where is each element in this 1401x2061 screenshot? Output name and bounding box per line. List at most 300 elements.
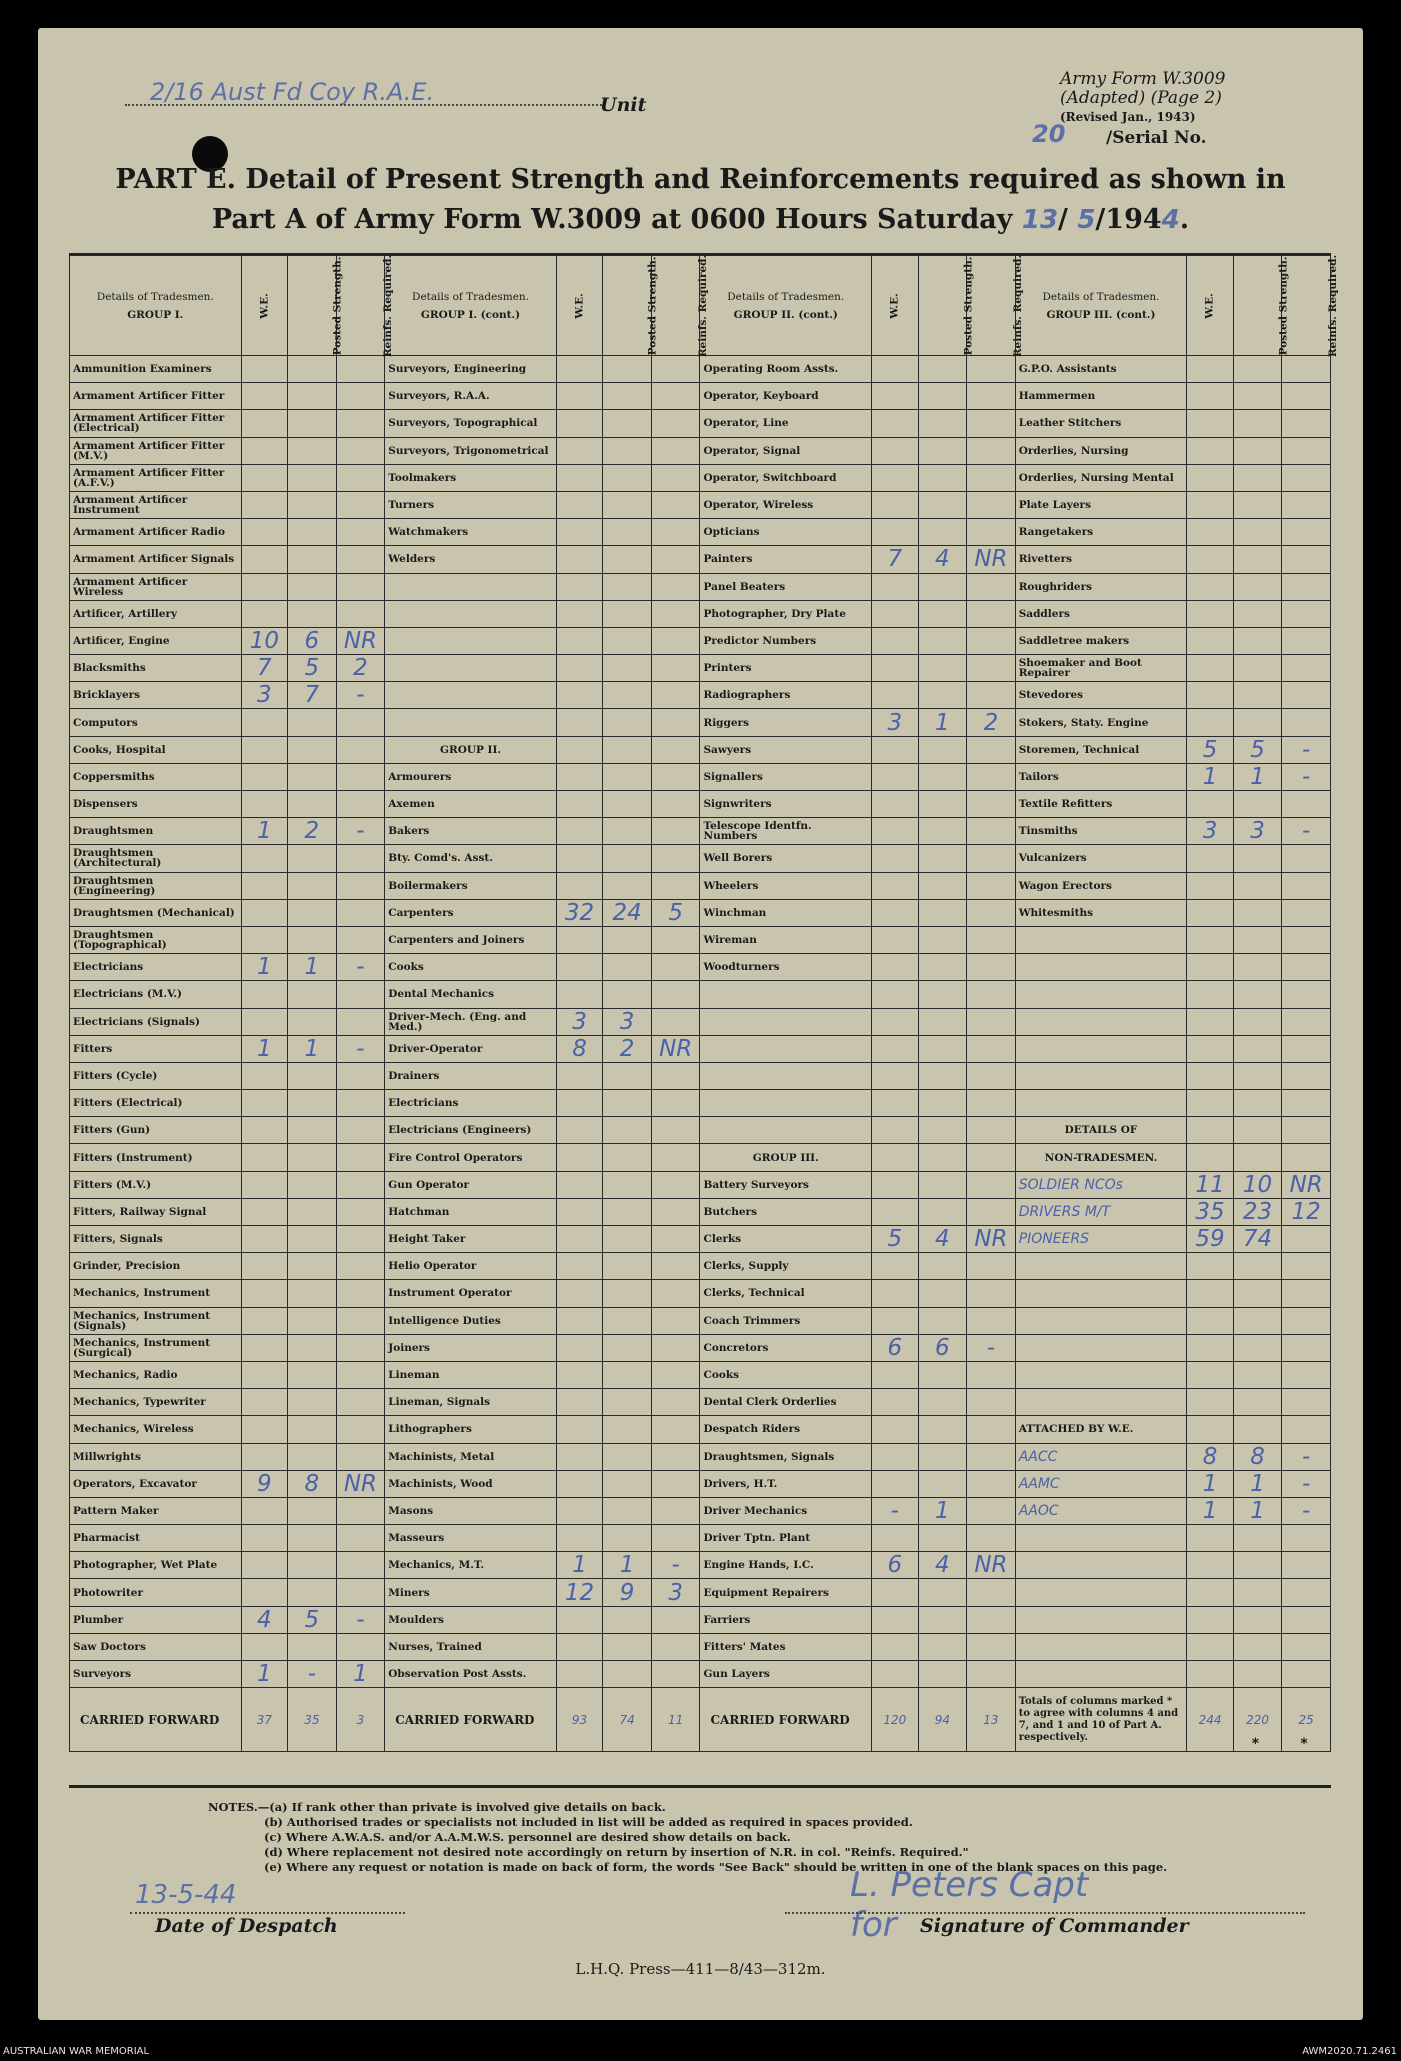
- trade-label: Gun Layers: [700, 1661, 872, 1688]
- trade-label: Woodturners: [700, 954, 872, 981]
- reinfs-value: [967, 1525, 1016, 1552]
- posted-value: [288, 1389, 337, 1416]
- reinfs-value: [336, 491, 385, 518]
- table-row: [70, 1144, 1331, 1171]
- trade-label: Hatchman: [385, 1198, 557, 1225]
- reinfs-value: 2: [967, 709, 1016, 736]
- reinfs-value: [1282, 1334, 1331, 1361]
- we-value: [241, 600, 288, 627]
- we-value: [1187, 981, 1234, 1008]
- posted-value: [1233, 1361, 1282, 1388]
- trade-label: Armament Artificer Fitter (Electrical): [70, 410, 242, 437]
- note-b: (b) Authorised trades or specialists not included in list will be added as required in spaces provided.: [264, 1815, 913, 1829]
- header-we: [1187, 256, 1234, 356]
- trade-label: [1015, 1361, 1187, 1388]
- table-row: [70, 600, 1331, 627]
- trade-label: [700, 1090, 872, 1117]
- reinfs-value: [336, 437, 385, 464]
- posted-value: [288, 1443, 337, 1470]
- we-value: [872, 926, 919, 953]
- posted-value: [918, 573, 967, 600]
- we-value: [1187, 383, 1234, 410]
- trade-label: Hammermen: [1015, 383, 1187, 410]
- posted-value: [918, 981, 967, 1008]
- reinfs-value: -: [1282, 736, 1331, 763]
- we-value: 32: [556, 899, 603, 926]
- we-value: [1187, 655, 1234, 682]
- posted-value: [288, 1497, 337, 1524]
- trade-label: Painters: [700, 546, 872, 573]
- we-value: [556, 1443, 603, 1470]
- posted-value: [288, 1525, 337, 1552]
- we-value: [556, 1389, 603, 1416]
- trade-label: Operator, Wireless: [700, 491, 872, 518]
- posted-value: [288, 1253, 337, 1280]
- trade-label: Machinists, Wood: [385, 1470, 557, 1497]
- trade-label: Miners: [385, 1579, 557, 1606]
- reinfs-value: [1282, 410, 1331, 437]
- posted-value: [603, 1253, 652, 1280]
- we-value: [872, 1606, 919, 1633]
- we-value: [1187, 600, 1234, 627]
- we-value: 3: [241, 682, 288, 709]
- trade-label: Mechanics, Instrument (Surgical): [70, 1334, 242, 1361]
- we-value: [556, 464, 603, 491]
- trade-label: Roughriders: [1015, 573, 1187, 600]
- trade-label: [385, 655, 557, 682]
- reinfs-value: [1282, 1117, 1331, 1144]
- we-value: [1187, 1117, 1234, 1144]
- posted-value: [918, 682, 967, 709]
- reinfs-value: [336, 1253, 385, 1280]
- reinfs-value: [967, 899, 1016, 926]
- reinfs-value: [1282, 1280, 1331, 1307]
- trade-label: Toolmakers: [385, 464, 557, 491]
- we-value: [1187, 1307, 1234, 1334]
- reinfs-value: [336, 763, 385, 790]
- reinfs-value: [651, 1606, 700, 1633]
- posted-value: [603, 1443, 652, 1470]
- reinfs-value: [1282, 899, 1331, 926]
- table-row: [70, 1661, 1331, 1688]
- reinfs-value: [967, 1661, 1016, 1688]
- trade-label: [1015, 926, 1187, 953]
- we-value: [872, 1253, 919, 1280]
- reinfs-value: [336, 464, 385, 491]
- trade-label: Grinder, Precision: [70, 1253, 242, 1280]
- we-value: [1187, 1606, 1234, 1633]
- trade-label: PIONEERS: [1015, 1226, 1187, 1253]
- table-row: [70, 818, 1331, 845]
- we-value: [872, 1525, 919, 1552]
- table-row: [70, 709, 1331, 736]
- reinfs-value: [336, 519, 385, 546]
- trade-label: Signallers: [700, 763, 872, 790]
- reinfs-value: [336, 899, 385, 926]
- form-reference: [1060, 70, 1225, 127]
- form-adapted: (Adapted) (Page 2): [1060, 88, 1222, 108]
- reinfs-value: [967, 1307, 1016, 1334]
- note-c: (c) Where A.W.A.S. and/or A.A.M.W.S. personnel are desired show details on back.: [264, 1830, 791, 1844]
- reinfs-value: [336, 1389, 385, 1416]
- trade-label: GROUP III.: [700, 1144, 872, 1171]
- we-value: [1187, 791, 1234, 818]
- posted-value: [918, 1307, 967, 1334]
- trade-label: Saw Doctors: [70, 1633, 242, 1660]
- posted-value: [918, 1633, 967, 1660]
- trade-label: Nurses, Trained: [385, 1633, 557, 1660]
- trade-label: Panel Beaters: [700, 573, 872, 600]
- reinfs-value: [1282, 1416, 1331, 1443]
- we-value: [556, 1334, 603, 1361]
- posted-value: [603, 954, 652, 981]
- posted-value: [1233, 1035, 1282, 1062]
- posted-value: [288, 1280, 337, 1307]
- trade-label: Coach Trimmers: [700, 1307, 872, 1334]
- carried-posted: 74: [603, 1688, 652, 1752]
- table-row: [70, 519, 1331, 546]
- we-value: [556, 546, 603, 573]
- reinfs-value: [651, 1171, 700, 1198]
- trade-label: Telescope Identfn. Numbers: [700, 818, 872, 845]
- posted-value: [1233, 872, 1282, 899]
- trade-label: Carpenters: [385, 899, 557, 926]
- we-value: [872, 410, 919, 437]
- trade-label: Rivetters: [1015, 546, 1187, 573]
- posted-value: [1233, 981, 1282, 1008]
- trade-label: Armament Artificer Instrument: [70, 491, 242, 518]
- header-posted: [603, 256, 659, 356]
- reinfs-value: [336, 546, 385, 573]
- reinfs-value: [967, 627, 1016, 654]
- trade-label: Driver-Mech. (Eng. and Med.): [385, 1008, 557, 1035]
- reinfs-value: [651, 1361, 700, 1388]
- reinfs-value: [651, 926, 700, 953]
- posted-value: [1233, 954, 1282, 981]
- posted-value: 4: [918, 1552, 967, 1579]
- posted-value: 4: [918, 1226, 967, 1253]
- carried-we: 120: [872, 1688, 919, 1752]
- posted-value: [603, 519, 652, 546]
- we-value: [556, 763, 603, 790]
- we-value: [556, 437, 603, 464]
- notes: [208, 1800, 1167, 1875]
- despatch-label: Date of Despatch: [155, 1915, 338, 1937]
- total-value: 25: [1298, 1712, 1314, 1727]
- we-value: 1: [1187, 1470, 1234, 1497]
- posted-value: [1233, 356, 1282, 383]
- we-value: [556, 954, 603, 981]
- we-value: [241, 709, 288, 736]
- table-row: [70, 1062, 1331, 1089]
- posted-value: [288, 1552, 337, 1579]
- reinfs-value: [336, 1579, 385, 1606]
- we-value: [872, 1470, 919, 1497]
- reinfs-value: [967, 655, 1016, 682]
- we-value: [241, 546, 288, 573]
- table-row: [70, 926, 1331, 953]
- carried-forward-label: CARRIED FORWARD: [700, 1688, 872, 1752]
- posted-value: [603, 356, 652, 383]
- posted-value: [918, 845, 967, 872]
- we-value: [556, 600, 603, 627]
- reinfs-value: [336, 600, 385, 627]
- posted-value: 1: [1233, 1497, 1282, 1524]
- posted-value: [603, 1361, 652, 1388]
- posted-value: [603, 464, 652, 491]
- posted-value: [603, 1416, 652, 1443]
- trade-label: Operators, Excavator: [70, 1470, 242, 1497]
- we-value: 10: [241, 627, 288, 654]
- posted-value: 1: [288, 1035, 337, 1062]
- reinfs-value: [1282, 1606, 1331, 1633]
- trade-label: Well Borers: [700, 845, 872, 872]
- posted-value: [288, 899, 337, 926]
- posted-value: [603, 926, 652, 953]
- trade-label: Mechanics, Instrument: [70, 1280, 242, 1307]
- we-value: [1187, 899, 1234, 926]
- reinfs-value: [1282, 1008, 1331, 1035]
- table-row: [70, 1280, 1331, 1307]
- posted-value: [603, 1090, 652, 1117]
- trade-label: Storemen, Technical: [1015, 736, 1187, 763]
- trade-label: [385, 573, 557, 600]
- trade-label: Fitters (Instrument): [70, 1144, 242, 1171]
- posted-value: [288, 383, 337, 410]
- reinfs-value: [651, 736, 700, 763]
- posted-value: [603, 600, 652, 627]
- trade-label: Plumber: [70, 1606, 242, 1633]
- table-row: [70, 1443, 1331, 1470]
- reinfs-value: [1282, 1226, 1331, 1253]
- we-value: [872, 491, 919, 518]
- reinfs-value: [336, 1307, 385, 1334]
- trade-label: [385, 709, 557, 736]
- reinfs-value: [651, 1280, 700, 1307]
- we-value: [872, 1389, 919, 1416]
- reinfs-value: -: [336, 1035, 385, 1062]
- trade-label: Bakers: [385, 818, 557, 845]
- reinfs-value: [336, 1361, 385, 1388]
- reinfs-value: [967, 791, 1016, 818]
- we-value: [872, 1008, 919, 1035]
- trade-label: Mechanics, Wireless: [70, 1416, 242, 1443]
- reinfs-value: [1282, 981, 1331, 1008]
- trade-label: Operating Room Assts.: [700, 356, 872, 383]
- posted-value: [918, 410, 967, 437]
- trade-label: [700, 981, 872, 1008]
- posted-value: [603, 1633, 652, 1660]
- we-value: [872, 356, 919, 383]
- trade-label: Fitters: [70, 1035, 242, 1062]
- reinfs-value: [967, 1416, 1016, 1443]
- trade-label: Mechanics, M.T.: [385, 1552, 557, 1579]
- we-value: 1: [1187, 1497, 1234, 1524]
- reinfs-value: [1282, 1090, 1331, 1117]
- trade-label: Instrument Operator: [385, 1280, 557, 1307]
- posted-value: 8: [288, 1470, 337, 1497]
- we-value: [1187, 573, 1234, 600]
- we-value: [872, 899, 919, 926]
- table-row: [70, 1307, 1331, 1334]
- table-row: [70, 464, 1331, 491]
- we-value: [241, 1253, 288, 1280]
- trade-label: Fire Control Operators: [385, 1144, 557, 1171]
- posted-value: [1233, 1307, 1282, 1334]
- reinfs-value: [651, 600, 700, 627]
- carried-forward-row: [70, 1688, 1331, 1752]
- posted-value: [288, 1416, 337, 1443]
- we-value: [1187, 1035, 1234, 1062]
- trade-label: Leather Stitchers: [1015, 410, 1187, 437]
- we-value: [241, 1226, 288, 1253]
- we-value: [1187, 464, 1234, 491]
- posted-value: 9: [603, 1579, 652, 1606]
- trade-label: Armament Artificer Fitter: [70, 383, 242, 410]
- reinfs-value: [651, 1389, 700, 1416]
- trade-label: Cooks, Hospital: [70, 736, 242, 763]
- posted-value: [1233, 464, 1282, 491]
- posted-value: [288, 1062, 337, 1089]
- posted-value: 1: [1233, 763, 1282, 790]
- posted-value: [288, 491, 337, 518]
- trade-label: [385, 682, 557, 709]
- posted-value: 1: [918, 709, 967, 736]
- we-value: [556, 1661, 603, 1688]
- reinfs-value: [967, 437, 1016, 464]
- trade-label: Draughtsmen: [70, 818, 242, 845]
- trade-label: Draughtsmen, Signals: [700, 1443, 872, 1470]
- we-value: [1187, 709, 1234, 736]
- we-value: [872, 1307, 919, 1334]
- trade-label: Concretors: [700, 1334, 872, 1361]
- posted-value: [288, 981, 337, 1008]
- posted-value: 1: [603, 1552, 652, 1579]
- reinfs-value: [967, 1579, 1016, 1606]
- posted-value: [1233, 573, 1282, 600]
- we-value: [872, 600, 919, 627]
- table-row: [70, 437, 1331, 464]
- trade-label: Moulders: [385, 1606, 557, 1633]
- trade-label: Dispensers: [70, 791, 242, 818]
- reinfs-value: [1282, 1361, 1331, 1388]
- serial-no: [1032, 120, 1207, 148]
- trade-label: Blacksmiths: [70, 655, 242, 682]
- header-reinfs: [651, 254, 710, 357]
- we-value: [1187, 546, 1234, 573]
- reinfs-value: [336, 1443, 385, 1470]
- trade-label: Dental Mechanics: [385, 981, 557, 1008]
- we-value: [556, 519, 603, 546]
- trade-label: [1015, 1661, 1187, 1688]
- posted-value: [1233, 383, 1282, 410]
- we-value: [241, 899, 288, 926]
- posted-value: [1233, 1008, 1282, 1035]
- posted-value: [1233, 899, 1282, 926]
- trade-label: Artificer, Engine: [70, 627, 242, 654]
- we-value: [241, 356, 288, 383]
- table-row: [70, 1633, 1331, 1660]
- reinfs-value: [1282, 519, 1331, 546]
- we-value: [872, 1443, 919, 1470]
- reinfs-value: -: [1282, 1497, 1331, 1524]
- header-col-label: Posted Strength.: [331, 256, 344, 355]
- posted-value: [288, 845, 337, 872]
- posted-value: [288, 1226, 337, 1253]
- carried-reinfs: 11: [651, 1688, 700, 1752]
- trade-label: Operator, Signal: [700, 437, 872, 464]
- reinfs-value: [1282, 791, 1331, 818]
- reinfs-value: [336, 1090, 385, 1117]
- we-value: [872, 1090, 919, 1117]
- posted-value: [603, 491, 652, 518]
- trade-label: Wheelers: [700, 872, 872, 899]
- serial-handwritten: 20: [1032, 120, 1066, 148]
- we-value: 3: [872, 709, 919, 736]
- reinfs-value: [967, 1171, 1016, 1198]
- we-value: [1187, 1552, 1234, 1579]
- we-value: [872, 1198, 919, 1225]
- trade-label: Welders: [385, 546, 557, 573]
- posted-value: [918, 1525, 967, 1552]
- we-value: [241, 1090, 288, 1117]
- trade-label: Engine Hands, I.C.: [700, 1552, 872, 1579]
- trade-label: [1015, 1280, 1187, 1307]
- we-value: [872, 1416, 919, 1443]
- posted-value: [918, 655, 967, 682]
- reinfs-value: [651, 1062, 700, 1089]
- posted-value: [918, 872, 967, 899]
- trade-label: Vulcanizers: [1015, 845, 1187, 872]
- posted-value: [603, 1226, 652, 1253]
- posted-value: [918, 1117, 967, 1144]
- posted-value: [1233, 410, 1282, 437]
- table-row: [70, 573, 1331, 600]
- posted-value: [1233, 791, 1282, 818]
- trade-label: Carpenters and Joiners: [385, 926, 557, 953]
- we-value: [1187, 1525, 1234, 1552]
- trade-label: Radiographers: [700, 682, 872, 709]
- posted-value: [603, 1525, 652, 1552]
- trade-label: Stevedores: [1015, 682, 1187, 709]
- signature-label: Signature of Commander: [920, 1915, 1189, 1937]
- header-posted: [288, 256, 344, 356]
- posted-value: [288, 1334, 337, 1361]
- asterisk-mark: *: [1251, 1736, 1260, 1753]
- we-value: [872, 383, 919, 410]
- trade-label: Electricians (Signals): [70, 1008, 242, 1035]
- trade-label: Draughtsmen (Mechanical): [70, 899, 242, 926]
- we-value: [556, 818, 603, 845]
- trade-label: Stokers, Staty. Engine: [1015, 709, 1187, 736]
- posted-value: [603, 1307, 652, 1334]
- posted-value: [1233, 1144, 1282, 1171]
- posted-value: [1233, 1117, 1282, 1144]
- form-revised: (Revised Jan., 1943): [1060, 110, 1196, 124]
- table-row: [70, 1226, 1331, 1253]
- we-value: [872, 1171, 919, 1198]
- posted-value: [918, 383, 967, 410]
- posted-value: [918, 1389, 967, 1416]
- we-value: [872, 1117, 919, 1144]
- we-value: [241, 1497, 288, 1524]
- posted-value: [1233, 1579, 1282, 1606]
- reinfs-value: [967, 845, 1016, 872]
- we-value: [872, 954, 919, 981]
- reinfs-value: [1282, 709, 1331, 736]
- we-value: [872, 682, 919, 709]
- trade-label: Clerks: [700, 1226, 872, 1253]
